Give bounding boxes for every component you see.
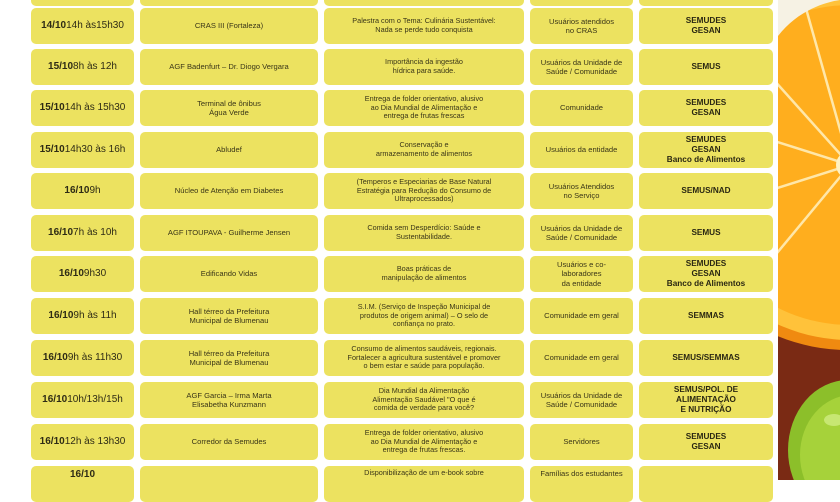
citrus-illustration: [778, 0, 840, 480]
date-label: 16/10: [39, 435, 65, 447]
theme-cell: Importância da ingestão hídrica para saúde.: [324, 49, 524, 85]
citrus-photo: [778, 0, 840, 480]
place-cell: Edificando Vidas: [140, 256, 318, 292]
table-row: [0, 298, 840, 334]
theme-cell: [324, 0, 524, 6]
table-row: [0, 466, 840, 502]
time-label: 9h: [89, 184, 101, 196]
audience-cell: Comunidade em geral: [530, 340, 633, 376]
date-cell: [31, 340, 134, 376]
date-label: 16/10: [64, 184, 90, 196]
theme-cell: Palestra com o Tema: Culinária Sustentável: Nada se perde tudo conquista: [324, 8, 524, 44]
date-label: 15/10: [39, 143, 65, 155]
organizer-cell: SEMUS: [639, 215, 773, 251]
date-cell: [31, 173, 134, 209]
organizer-cell: [639, 0, 773, 6]
time-label: 8h às 12h: [73, 60, 117, 72]
place-cell: Núcleo de Atenção em Diabetes: [140, 173, 318, 209]
theme-cell: Entrega de folder orientativo, alusivo ao Dia Mundial de Alimentação e entrega de frutas frescas.: [324, 424, 524, 460]
table-row: [0, 0, 840, 6]
table-row: [0, 256, 840, 292]
theme-cell: Dia Mundial da Alimentação Alimentação Saudável "O que é comida de verdade para você?: [324, 382, 524, 418]
date-label: 16/10: [58, 267, 84, 279]
date-cell: [31, 466, 134, 502]
place-cell: AGF Garcia – Irma Marta Elisabetha Kunzmann: [140, 382, 318, 418]
audience-cell: Comunidade em geral: [530, 298, 633, 334]
date-cell: [31, 0, 134, 6]
time-label: 9h30: [83, 267, 107, 279]
time-label: 7h às 10h: [73, 226, 117, 238]
organizer-cell: SEMUDES GESAN Banco de Alimentos: [639, 256, 773, 292]
table-row: [0, 49, 840, 85]
date-label: 16/10: [48, 309, 74, 321]
place-cell: AGF Badenfurt – Dr. Diogo Vergara: [140, 49, 318, 85]
place-cell: CRAS III (Fortaleza): [140, 8, 318, 44]
theme-cell: S.I.M. (Serviço de Inspeção Municipal de produtos de origem animal) – O selo de confiança no prato.: [324, 298, 524, 334]
table-row: [0, 340, 840, 376]
organizer-cell: SEMUDES GESAN: [639, 8, 773, 44]
audience-cell: Usuários da entidade: [530, 132, 633, 168]
date-label: 15/10: [48, 60, 74, 72]
date-label: 16/10: [48, 226, 74, 238]
date-label: 14/10: [41, 19, 67, 31]
date-cell: [31, 49, 134, 85]
organizer-cell: SEMUDES GESAN: [639, 424, 773, 460]
place-cell: [140, 466, 318, 502]
place-cell: Corredor da Semudes: [140, 424, 318, 460]
date-label: 16/10: [69, 469, 96, 480]
audience-cell: Famílias dos estudantes: [530, 466, 633, 502]
theme-cell: Entrega de folder orientativo, alusivo ao Dia Mundial de Alimentação e entrega de frutas frescas: [324, 90, 524, 126]
time-label: 14h30 às 16h: [64, 143, 126, 155]
theme-cell: Conservação e armazenamento de alimentos: [324, 132, 524, 168]
audience-cell: Servidores: [530, 424, 633, 460]
date-cell: [31, 215, 134, 251]
organizer-cell: SEMUDES GESAN Banco de Alimentos: [639, 132, 773, 168]
time-label: 14h às15h30: [66, 19, 124, 31]
table-row: [0, 215, 840, 251]
place-cell: Abludef: [140, 132, 318, 168]
organizer-cell: SEMUS: [639, 49, 773, 85]
theme-cell: Boas práticas de manipulação de alimentos: [324, 256, 524, 292]
date-cell: [31, 382, 134, 418]
organizer-cell: SEMMAS: [639, 298, 773, 334]
time-label: 14h às 15h30: [64, 101, 126, 113]
theme-cell: (Temperos e Especiarias de Base Natural Estratégia para Redução do Consumo de Ultraprocessados): [324, 173, 524, 209]
theme-cell: Comida sem Desperdício: Saúde e Sustentabilidade.: [324, 215, 524, 251]
table-row: [0, 132, 840, 168]
organizer-cell: SEMUS/SEMMAS: [639, 340, 773, 376]
date-cell: [31, 256, 134, 292]
table-row: [0, 8, 840, 44]
audience-cell: Usuários da Unidade de Saúde / Comunidade: [530, 49, 633, 85]
audience-cell: Usuários Atendidos no Serviço: [530, 173, 633, 209]
audience-cell: Usuários da Unidade de Saúde / Comunidade: [530, 215, 633, 251]
theme-cell: Disponibilização de um e-book sobre: [324, 466, 524, 502]
table-row: [0, 382, 840, 418]
date-cell: [31, 8, 134, 44]
place-cell: Terminal de ônibus Água Verde: [140, 90, 318, 126]
organizer-cell: [639, 466, 773, 502]
date-cell: [31, 298, 134, 334]
audience-cell: Usuários da Unidade de Saúde / Comunidade: [530, 382, 633, 418]
date-cell: [31, 132, 134, 168]
audience-cell: Usuários e co- laboradores da entidade: [530, 256, 633, 292]
organizer-cell: SEMUS/POL. DE ALIMENTAÇÃO E NUTRIÇÃO: [639, 382, 773, 418]
time-label: 10h/13h/15h: [67, 393, 123, 405]
date-label: 16/10: [42, 351, 68, 363]
organizer-cell: SEMUS/NAD: [639, 173, 773, 209]
time-label: 9h às 11h: [73, 309, 117, 321]
audience-cell: Usuários atendidos no CRAS: [530, 8, 633, 44]
place-cell: Hall térreo da Prefeitura Municipal de Blumenau: [140, 340, 318, 376]
organizer-cell: SEMUDES GESAN: [639, 90, 773, 126]
theme-cell: Consumo de alimentos saudáveis, regionais. Fortalecer a agricultura sustentável e promover o bem estar e saúde para população.: [324, 340, 524, 376]
place-cell: [140, 0, 318, 6]
date-cell: [31, 90, 134, 126]
date-label: 15/10: [39, 101, 65, 113]
audience-cell: Comunidade: [530, 90, 633, 126]
table-row: [0, 90, 840, 126]
audience-cell: [530, 0, 633, 6]
date-label: 16/10: [42, 393, 68, 405]
place-cell: AGF ITOUPAVA - Guilherme Jensen: [140, 215, 318, 251]
place-cell: Hall térreo da Prefeitura Municipal de Blumenau: [140, 298, 318, 334]
time-label: 12h às 13h30: [64, 435, 126, 447]
date-cell: [31, 424, 134, 460]
time-label: 9h às 11h30: [67, 351, 123, 363]
table-row: [0, 424, 840, 460]
table-row: [0, 173, 840, 209]
